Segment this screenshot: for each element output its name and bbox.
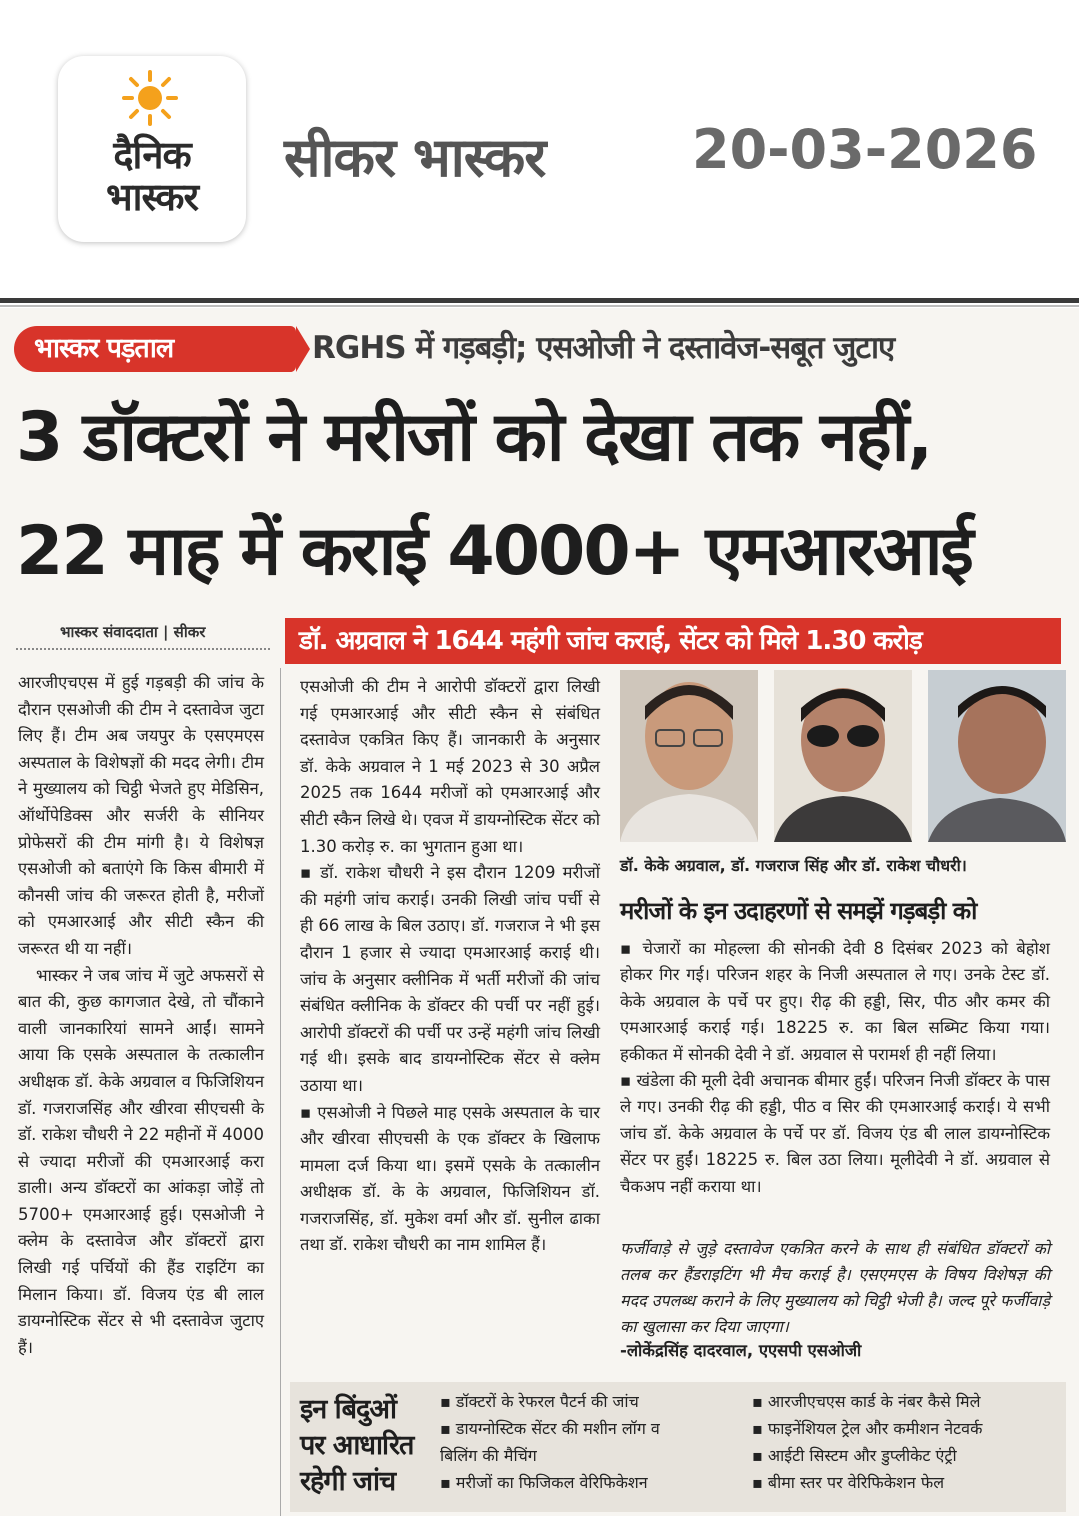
list-item: ▪ मरीजों का फिजिकल वेरिफिकेशन (440, 1473, 648, 1492)
photo-dr-rakesh-chaudhary (928, 670, 1066, 842)
byline: भास्कर संवाददाता | सीकर (60, 623, 206, 641)
logo-text-line2: भास्कर (105, 175, 199, 219)
section-tag: भास्कर पड़ताल (14, 326, 296, 372)
headline-line1: 3 डॉक्टरों ने मरीजों को देखा तक नहीं, (16, 398, 932, 477)
points-column-2 (752, 1388, 1062, 1496)
photo-caption: डॉ. केके अग्रवाल, डॉ. गजराज सिंह और डॉ. राकेश चौधरी। (620, 856, 967, 875)
sun-icon (120, 68, 180, 128)
newspaper-clipping[interactable] (0, 308, 1079, 1516)
points-column-1 (440, 1388, 740, 1496)
logo-text-line1: दैनिक (113, 133, 191, 177)
edition-title: सीकर भास्कर (284, 126, 546, 189)
paragraph: एसओजी की टीम ने आरोपी डॉक्टरों द्वारा लिखी गई एमआरआई और सीटी स्कैन से संबंधित दस्तावेज एकत्रित किए हैं। जानकारी के अनुसार डॉ. केके अग्रवाल ने 1 मई 2023 से 30 अप्रैल 2025 तक 1644 मरीजों को एमआरआई और सीटी स्कैन लिखे थे। एवज में डायग्नोस्टिक सेंटर को 1.30 करोड़ रु. का भुगतान हुआ था। (300, 677, 600, 856)
list-item: ▪ बीमा स्तर पर वेरिफिकेशन फेल (752, 1473, 945, 1492)
points-title: इन बिंदुओं पर आधारित रहेगी जांच (300, 1394, 414, 1497)
paragraph: आरजीएचएस में हुई गड़बड़ी की जांच के दौरान एसओजी की टीम ने दस्तावेज जुटा लिए हैं। टीम अब जयपुर के एसएमएस अस्पताल के विशेषज्ञों की मदद लेगी। टीम ने मुख्यालय को चिट्ठी भेजते हुए मेडिसिन, ऑर्थोपेडिक्स और सर्जरी के सीनियर प्रोफेसरों की टीम मांगी है। ये विशेषज्ञ एसओजी को बताएंगे कि किस बीमारी में कौनसी जांच की जरूरत होती है, मरीजों को एमआरआई और सीटी स्कैन की जरूरत थी या नहीं। (18, 673, 264, 958)
headline-line2: 22 माह में कराई 4000+ एमआरआई (16, 512, 972, 591)
paragraph: ▪ चेजारों का मोहल्ला की सोनकी देवी 8 दिसंबर 2023 को बेहोश होकर गिर गई। परिजन शहर के निजी अस्पताल ले गए। उनके टेस्ट डॉ. केके अग्रवाल के पर्चे पर हुए। रीढ़ की हड्डी, सिर, पीठ और कमर की एमआरआई कराई गई। 18225 रु. का बिल सब्मिट किया गया। हकीकत में सोनकी देवी ने डॉ. अग्रवाल से परामर्श ही नहीं लिया। (620, 939, 1050, 1064)
investigation-points-box (290, 1382, 1066, 1512)
list-item: ▪ डायग्नोस्टिक सेंटर की मशीन लॉग व (440, 1419, 660, 1438)
kicker-headline: RGHS में गड़बड़ी; एसओजी ने दस्तावेज-सबूत जुटाए (312, 330, 895, 366)
photo-dr-gajraj-singh (774, 670, 912, 842)
list-item: ▪ डॉक्टरों के रेफरल पैटर्न की जांच (440, 1392, 639, 1411)
examples-box-title: मरीजों के इन उदाहरणों से समझें गड़बड़ी को (620, 897, 977, 925)
header-divider (0, 298, 1079, 303)
header-divider-shadow (0, 305, 1079, 307)
article-column-1 (18, 670, 264, 1361)
article-column-2 (300, 674, 600, 1259)
paragraph: ▪ डॉ. राकेश चौधरी ने इस दौरान 1209 मरीजों की महंगी जांच कराई। उनकी लिखी जांच पर्ची से ही 66 लाख के बिल उठाए। डॉ. गजराज ने भी इस दौरान 1 हजार से ज्यादा एमआरआई कराई थी। जांच के अनुसार क्लीनिक में भर्ती मरीजों की जांच संबंधित क्लीनिक के डॉक्टर की पर्ची पर नहीं हुई। आरोपी डॉक्टरों की पर्ची पर उन्हें महंगी जांच लिखी गई थी। इसके बाद डायग्नोस्टिक सेंटर से क्लेम उठाया था। (300, 863, 600, 1095)
paragraph: ▪ एसओजी ने पिछले माह एसके अस्पताल के चार और खीरवा सीएचसी के एक डॉक्टर के खिलाफ मामला दर्ज किया था। इसमें एसके के तत्कालीन अधीक्षक डॉ. के के अग्रवाल, फिजिशियन डॉ. गजराजसिंह, डॉ. मुकेश वर्मा और डॉ. सुनील ढाका तथा डॉ. राकेश चौधरी का नाम शामिल हैं। (300, 1102, 600, 1255)
list-item: बिलिंग की मैचिंग (440, 1446, 537, 1465)
list-item: ▪ फाइनेंशियल ट्रेल और कमीशन नेटवर्क (752, 1419, 983, 1438)
paragraph: ▪ खंडेला की मूली देवी अचानक बीमार हुईं। परिजन निजी डॉक्टर के पास ले गए। उनकी रीढ़ की हड्डी, पीठ व सिर की एमआरआई कराई। ये सभी जांच डॉ. केके अग्रवाल के पर्चे पर डॉ. विजय एंड बी लाल डायग्नोस्टिक सेंटर पर हुईं। 18225 रु. बिल उठा लिया। मूलीदेवी ने डॉ. अग्रवाल से चैकअप नहीं कराया था। (620, 1071, 1050, 1196)
official-quote: फर्जीवाड़े से जुड़े दस्तावेज एकत्रित करने के साथ ही संबंधित डॉक्टरों को तलब कर हैंडराइटिंग भी मैच कराई है। एसएमएस के विषय विशेषज्ञ की मदद उपलब्ध कराने के लिए मुख्यालय को चिट्ठी भेजी है। जल्द पूरे फर्जीवाड़े का खुलासा कर दिया जाएगा। (620, 1239, 1050, 1336)
doctor-photos (620, 670, 1064, 848)
edition-date: 20-03-2026 (692, 118, 1038, 181)
column-divider (280, 668, 281, 1516)
list-item: ▪ आरजीएचएस कार्ड के नंबर कैसे मिले (752, 1392, 981, 1411)
sub-headline-banner: डॉ. अग्रवाल ने 1644 महंगी जांच कराई, सेंटर को मिले 1.30 करोड़ (285, 618, 1061, 664)
paragraph: भास्कर ने जब जांच में जुटे अफसरों से बात की, कुछ कागजात देखे, तो चौंकाने वाली जानकारियां सामने आईं। सामने आया कि एसके अस्पताल के तत्कालीन अधीक्षक डॉ. केके अग्रवाल व फिजिशियन डॉ. गजराजसिंह और खीरवा सीएचसी के डॉ. राकेश चौधरी ने 22 महीनों में 4000 से ज्यादा मरीजों की एमआरआई करा डाली। अन्य डॉक्टरों का आंकड़ा जोड़ें तो 5700+ एमआरआई हुई। एसओजी ने क्लेम के दस्तावेज और डॉक्टरों द्वारा लिखी गई पर्चियों की हैंड राइटिंग का मिलान किया। डॉ. विजय एंड बी लाल डायग्नोस्टिक सेंटर से भी दस्तावेज जुटाए हैं। (18, 965, 264, 1357)
list-item: ▪ आईटी सिस्टम और डुप्लीकेट एंट्री (752, 1446, 957, 1465)
byline-divider (16, 648, 270, 650)
photo-dr-kk-agarwal (620, 670, 758, 842)
examples-column (620, 936, 1050, 1200)
app-header (0, 0, 1079, 300)
dainik-bhaskar-logo[interactable] (58, 56, 246, 242)
quote-attribution: -लोकेंद्रसिंह दादरवाल, एएसपी एसओजी (620, 1341, 862, 1360)
